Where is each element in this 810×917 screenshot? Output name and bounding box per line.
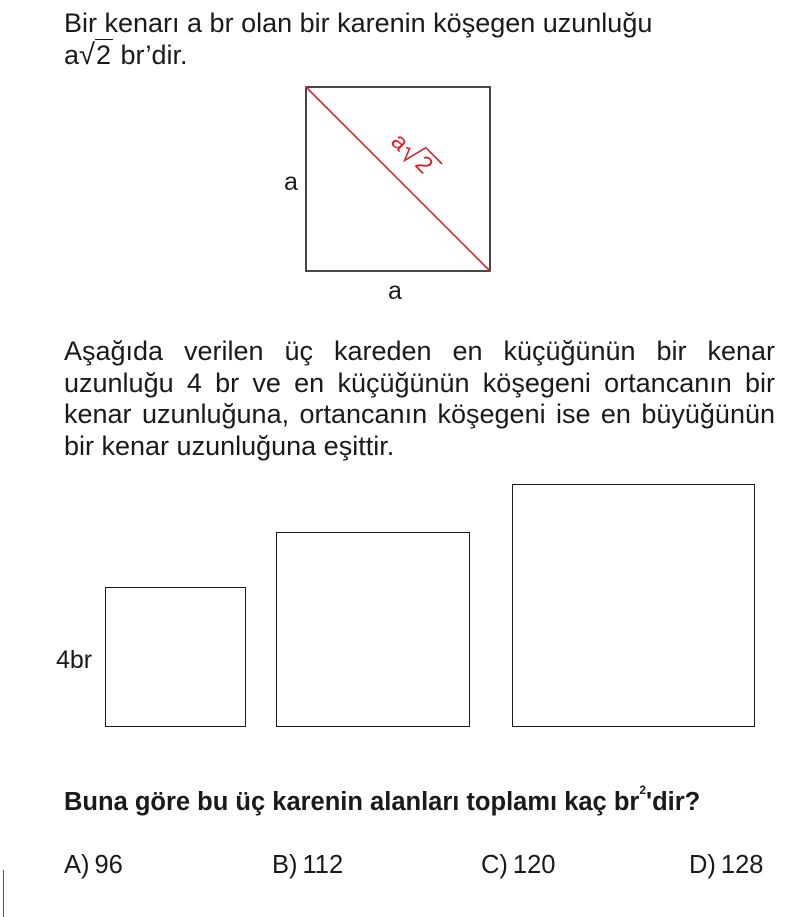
question-text xyxy=(64,783,784,818)
option-a-letter: A) xyxy=(64,851,90,879)
square-diagonal-drawing xyxy=(300,82,500,278)
diagonal-formula-variable: a xyxy=(64,39,80,70)
diagonal-label-variable: a xyxy=(385,127,415,157)
question-prefix: Buna göre bu üç karenin alanları toplamı kaç br xyxy=(64,788,640,816)
option-a-value: 96 xyxy=(94,851,123,879)
option-c-value: 120 xyxy=(512,851,556,879)
option-d[interactable] xyxy=(689,853,763,879)
option-b-letter: B) xyxy=(272,851,298,879)
option-c-letter: C) xyxy=(481,851,508,879)
intro-text-end: br’dir. xyxy=(120,39,188,70)
small-square xyxy=(105,587,246,727)
square-diagonal-line xyxy=(306,87,490,271)
question-suffix: 'dir? xyxy=(646,788,701,816)
intro-text: Bir kenarı a br olan bir karenin köşegen uzunluğu xyxy=(64,8,653,38)
page-edge-line xyxy=(3,870,4,917)
option-b-value: 112 xyxy=(302,851,344,879)
medium-square xyxy=(276,532,470,727)
side-label-left: a xyxy=(284,168,298,196)
diagonal-formula xyxy=(64,40,188,70)
sqrt-expression xyxy=(79,40,113,72)
option-d-letter: D) xyxy=(689,851,716,879)
large-square xyxy=(512,484,755,727)
option-b[interactable] xyxy=(272,853,343,879)
sqrt-radicand: 2 xyxy=(95,39,111,70)
small-square-label: 4br xyxy=(56,646,93,674)
intro-paragraph xyxy=(64,8,775,71)
option-a[interactable] xyxy=(64,853,123,879)
sqrt-icon: √ xyxy=(79,38,95,71)
option-d-value: 128 xyxy=(720,851,764,879)
diagonal-label-radicand: 2 xyxy=(409,150,439,180)
problem-paragraph: Aşağıda verilen üç kareden en küçüğünün bir kenar uzunluğu 4 br ve en küçüğünün köşegeni ortancanın bir kenar uzunluğuna, ortancanın köşegeni ise en büyüğünün bir kenar uzunluğuna eşittir. xyxy=(64,336,775,461)
option-c[interactable] xyxy=(481,853,555,879)
side-label-bottom: a xyxy=(388,277,402,305)
answer-options xyxy=(0,853,810,887)
question-exponent: 2 xyxy=(639,783,647,797)
